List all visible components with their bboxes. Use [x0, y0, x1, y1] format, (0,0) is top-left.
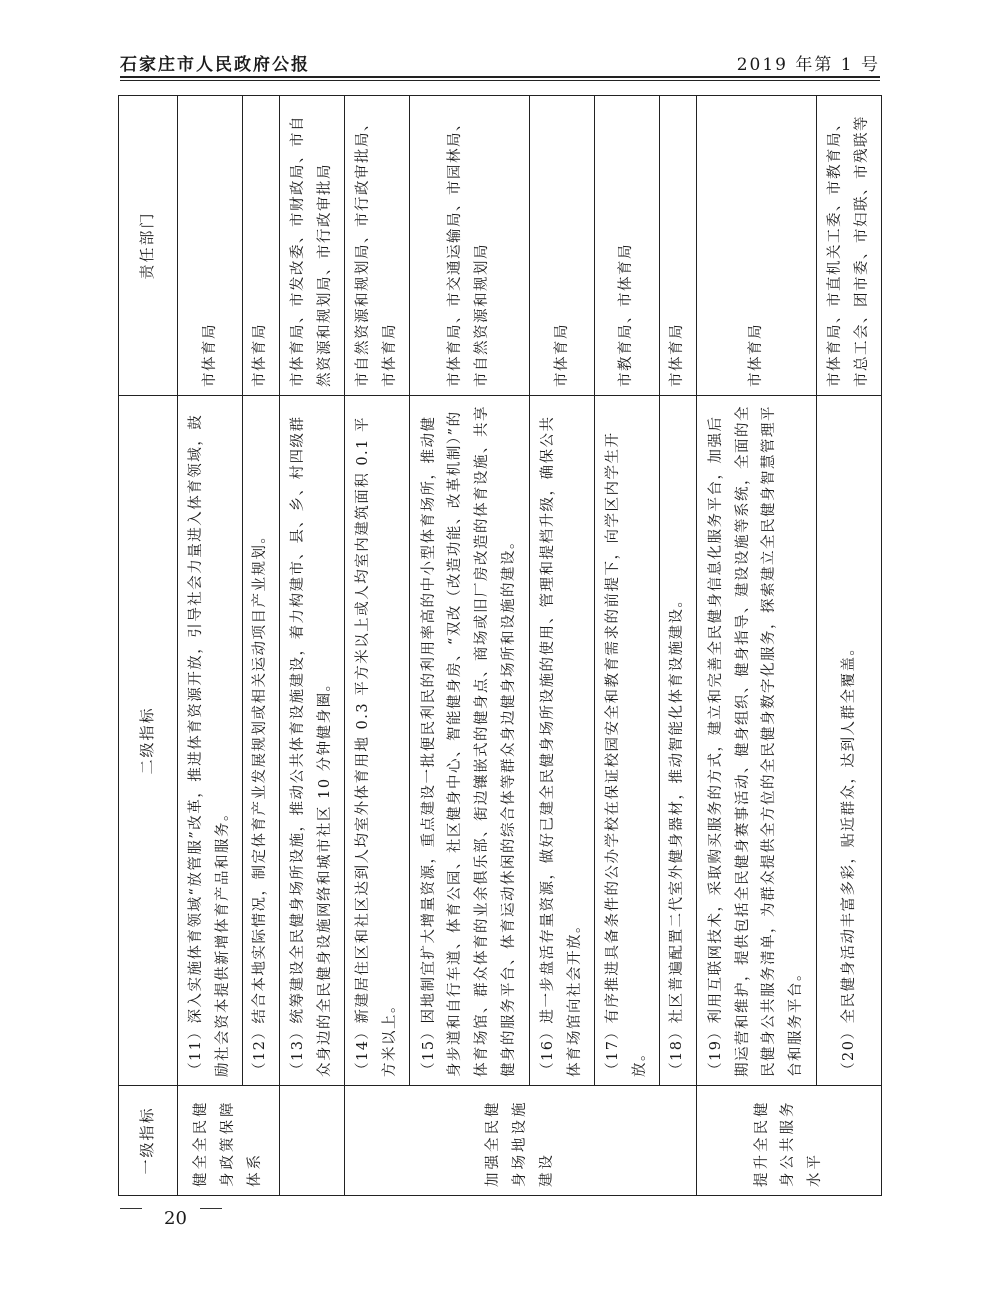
table-row — [659, 96, 696, 1196]
dept-text: 市体育局、市直机关工委、市教育局、市总工会、团市委、市妇联、市残联等 — [817, 96, 882, 396]
header-rule-thin — [120, 80, 880, 81]
group-name — [279, 1086, 344, 1196]
table-row — [529, 96, 594, 1196]
table-row — [817, 96, 882, 1196]
page-number: 20 — [164, 1208, 187, 1229]
group-name: 加强全民健身场地设施建设 — [344, 1086, 696, 1196]
dept-text: 市自然资源和规划局、市行政审批局、市体育局 — [344, 96, 409, 396]
header-rule — [120, 76, 880, 78]
page-header — [120, 46, 880, 74]
table-row — [696, 96, 816, 1196]
issue-number: 2019 年第 1 号 — [736, 55, 880, 75]
indicator-text: （19）利用互联网技术，采取购买服务的方式，建立和完善全民健身信息化服务平台，加强后期运营和维护，提供包括全民健身赛事活动、健身组织、健身指导、建设设施等系统，全面的全民健身公共服务清单，为群众提供全方位的全民健身数字化服务，探索建立全民健身智慧管理平台和服务平台。 — [696, 396, 816, 1086]
table-row — [409, 96, 529, 1196]
indicator-text: （11）深入实施体育领域“放管服”改革，推进体育资源开放，引导社会力量进入体育领域，鼓励社会资本提供新增体育产品和服务。 — [178, 396, 243, 1086]
group-name: 健全全民健身政策保障体系 — [178, 1086, 280, 1196]
publication-title: 石家庄市人民政府公报 — [120, 55, 310, 75]
header-secondary-indicator: 二级指标 — [119, 396, 178, 1086]
dept-text: 市体育局 — [659, 96, 696, 396]
table-row — [594, 96, 659, 1196]
dept-text: 市体育局 — [242, 96, 279, 396]
indicator-text: （17）有序推进具备条件的公办学校在保证校园安全和教育需求的前提下，向学区内学生开放。 — [594, 396, 659, 1086]
indicator-text: （20）全民健身活动丰富多彩，贴近群众，达到人群全覆盖。 — [817, 396, 882, 1086]
indicator-text: （15）因地制宜扩大增量资源，重点建设一批便民利民的利用率高的中小型体育场所，推动健身步道和自行车道、体育公园、社区健身中心、智能健身房、“双改（改造功能、改革机制）”的体育场馆、群众体育的业余俱乐部、街边镶嵌式的健身点、商场或旧厂房改造的体育设施、共享健身的服务平台、体育运动休闲的综合体等群众身边健身场所和设施的建设。 — [409, 396, 529, 1086]
indicator-text: （13）统筹建设全民健身场所设施，推动公共体育设施建设，着力构建市、县、乡、村四级群众身边的全民健身设施网络和城市社区 10 分钟健身圈。 — [279, 396, 344, 1086]
dept-text: 市教育局、市体育局 — [594, 96, 659, 396]
dept-text: 市体育局、市发改委、市财政局、市自然资源和规划局、市行政审批局 — [279, 96, 344, 396]
page-footer — [120, 1208, 240, 1236]
dept-text: 市体育局、市交通运输局、市园林局、市自然资源和规划局 — [409, 96, 529, 396]
table-row — [242, 96, 279, 1196]
table-container — [118, 96, 882, 1196]
dash-left — [120, 1208, 142, 1209]
indicator-text: （16）进一步盘活存量资源，做好已建全民健身场所设施的使用、管理和提档升级，确保公共体育场馆向社会开放。 — [529, 396, 594, 1086]
dept-text: 市体育局 — [529, 96, 594, 396]
table-header-row — [119, 96, 178, 1196]
group-name: 提升全民健身公共服务水平 — [696, 1086, 881, 1196]
dept-text: 市体育局 — [178, 96, 243, 396]
indicator-text: （12）结合本地实际情况，制定体育产业发展规划或相关运动项目产业规划。 — [242, 396, 279, 1086]
header-primary-indicator: 一级指标 — [119, 1086, 178, 1196]
dash-right — [200, 1208, 222, 1209]
header-responsible-dept: 责任部门 — [119, 96, 178, 396]
rotated-table-wrapper — [118, 96, 882, 1196]
table-row — [178, 96, 243, 1196]
dept-text: 市体育局 — [696, 96, 816, 396]
indicator-table — [118, 95, 882, 1196]
indicator-text: （18）社区普遍配置二代室外健身器材，推动智能化体育设施建设。 — [659, 396, 696, 1086]
table-row — [279, 96, 344, 1196]
indicator-text: （14）新建居住区和社区达到人均室外体育用地 0.3 平方米以上或人均室内建筑面积 0.1 平方米以上。 — [344, 396, 409, 1086]
table-row — [344, 96, 409, 1196]
